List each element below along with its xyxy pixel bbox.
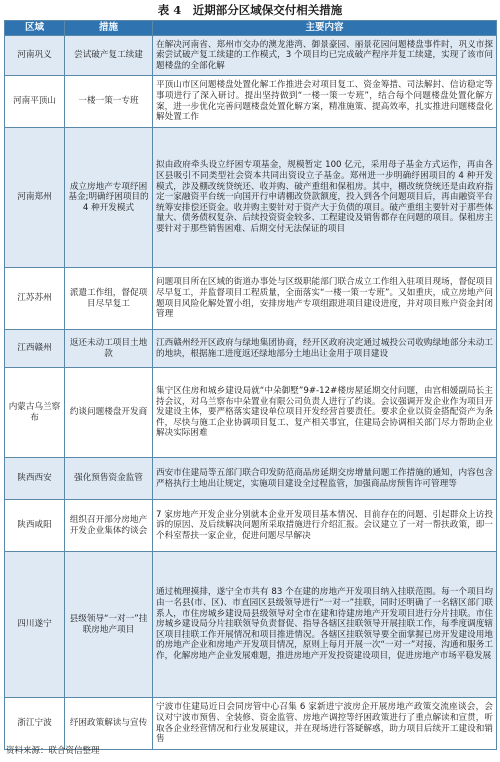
row-content: 平顶山市区问题楼盘处置化解工作推进会对项目复工、资金筹措、司法解封、信访稳定等事项进行了深入研讨。提出坚持做到“一楼一策一专班”，结合每个问题楼盘处置化解方案，进一步优化完善问题楼盘处置化解方案，精准施策、提高效率，扎实推进问题楼盘化解处置工作 [153,76,497,128]
header-content: 主要内容 [153,21,497,36]
row-measure: 成立房地产专项纾困基金;明确纾困项目的 4 种开发模式 [65,128,153,268]
row-content: 在解决河南省、郑州市交办的澳龙港湾、御景豪园、丽景花园问题楼盘事件时，巩义市探索尝试破产复工续建的工作模式，3 个项目均已完成破产程序并复工续建，实现了该市问题楼盘的全部化解 [153,36,497,76]
table-row [5,76,497,128]
table-row [5,698,497,750]
row-measure: 强化预售资金监管 [65,458,153,500]
row-content: 拟由政府牵头设立纾困专项基金，规模暂定 100 亿元，采用母子基金方式运作，再由各区县吸引不同类型社会资本共同出资设立子基金。郑州进一步明确纾困项目的 4 种开发模式，涉及棚改统贷统还、收并购、破产重组和保租房。其中，棚改统贷统还是由政府指定一家融资平台统一向国开行申请棚改贷款额度，投入到各个问题项目后，再由融资平台统筹安排偿还资金。收并购主要针对于资产大于负债的项目。破产重组主要针对于那些体量大、债务债权复杂、后续投资资金较多、工程建设及销售都存在问题的项目。保租房主要针对于那些销售困难、后期交付无法保证的项目 [153,128,497,268]
row-measure: 尝试破产复工续建 [65,36,153,76]
row-region: 河南郑州 [5,128,65,268]
row-content: 7 家房地产开发企业分别就本企业开发项目基本情况、目前存在的问题、引起群众上访投诉的原因、及后续解决问题所采取措施进行介绍汇报。会议建立了一对一帮扶政策，即一个科室帮扶一家企业，促进问题尽早解决 [153,500,497,552]
table-row [5,36,497,76]
row-region: 四川遂宁 [5,552,65,698]
table-row [5,458,497,500]
row-measure: 纾困政策解读与宣传 [65,698,153,750]
row-measure: 一楼一策一专班 [65,76,153,128]
row-region: 陕西咸阳 [5,500,65,552]
row-measure: 县级领导“一对一”挂联房地产项目 [65,552,153,698]
row-region: 河南平顶山 [5,76,65,128]
table-row [5,368,497,458]
row-region: 内蒙古乌兰察布 [5,368,65,458]
row-content: 江西赣州经开区政府与绿地集团协商，经开区政府决定通过城投公司收购绿地部分未动工的地块，根据施工进度返还绿地部分土地出让金用于项目建设 [153,330,497,368]
measures-table [4,20,497,750]
row-region: 浙江宁波 [5,698,65,750]
row-region: 河南巩义 [5,36,65,76]
row-measure: 约谈问题楼盘开发商 [65,368,153,458]
source-note: 资料来源：联合资信整理 [6,746,100,756]
header-measure: 措施 [65,21,153,36]
table-title: 表 4 近期部分区域保交付相关措施 [157,3,343,17]
header-region: 区域 [5,21,65,36]
header-row [5,21,497,36]
row-content: 通过梳理摸排，遂宁全市共有 83 个在建的房地产开发项目纳入挂联范围。每一个项目均由一名县(市、区)、市直园区县级领导进行“一对一”挂联，同时还明确了一名辖区部门联系人，市住房城乡建设局县级领导对全市在建和待建房地产开发项目进行分片挂联。市住房城乡建设局分片挂联领导负责督促、指导各辖区挂联领导开展挂联工作，每季度调度辖区项目挂联工作开展情况和项目推进情况。各辖区挂联领导要全面掌握已房开发建设用地的房地产企业和房地产开发项目情况，原则上每月开展一次“一对一”对接、沟通和服务工作，化解房地产企业发展难题，推进房地产开发投资建设项目，促进房地产市场平稳发展 [153,552,497,698]
row-content: 宁波市住建局近日会同房管中心召集 6 家新进宁波房企开展房地产政策交流座谈会，会议对宁波市预售、全装修、资金监管、房地产调控等纾困政策进行了重点解读和宣贯，听取各企业经营情况和行业发展建议，并在现场进行答疑解惑，助力项目后续开工建设和销售 [153,698,497,750]
row-measure: 组织召开部分房地产开发企业集体约谈会 [65,500,153,552]
row-content: 集宁区住房和城乡建设局就“中朵御墅”9#-12#楼房屋延期交付问题，由宫相媛副局长主持会议，对乌兰察布中朵置业有限公司负责人进行了约谈。会议强调开发企业作为项目开发建设主体，要严格落实建设单位项目开发经营首要责任。要求企业以资金搭配资产为条件，尽快与施工企业协调项目复工、复产相关事宜，住建局会协调相关部门尽力帮助企业解决实际困难 [153,368,497,458]
row-content: 问题项目所在区域的街道办事处与区级职能部门联合成立工作组入驻项目现场，督促项目尽早复工，并监督项目工程质量，全面落实“一楼一策一专班”。又如重庆，成立房地产问题项目风险化解处置小组，安排房地产专项组跟进项目建设进度，并对项目账户资金封闭管理 [153,268,497,330]
table-row [5,330,497,368]
row-measure: 返还未动工项目土地款 [65,330,153,368]
row-region: 陕西西安 [5,458,65,500]
row-content: 西安市住建局等五部门联合印发防范商品房延期交房增量问题工作措施的通知，内容包含严格执行土地出让规定，实施项目建设全过程监管，加强商品房预售许可管理等 [153,458,497,500]
row-region: 江苏苏州 [5,268,65,330]
table-row [5,128,497,268]
table-row [5,500,497,552]
table-row [5,268,497,330]
row-region: 江西赣州 [5,330,65,368]
table-row [5,552,497,698]
row-measure: 派遣工作组，督促项目尽早复工 [65,268,153,330]
